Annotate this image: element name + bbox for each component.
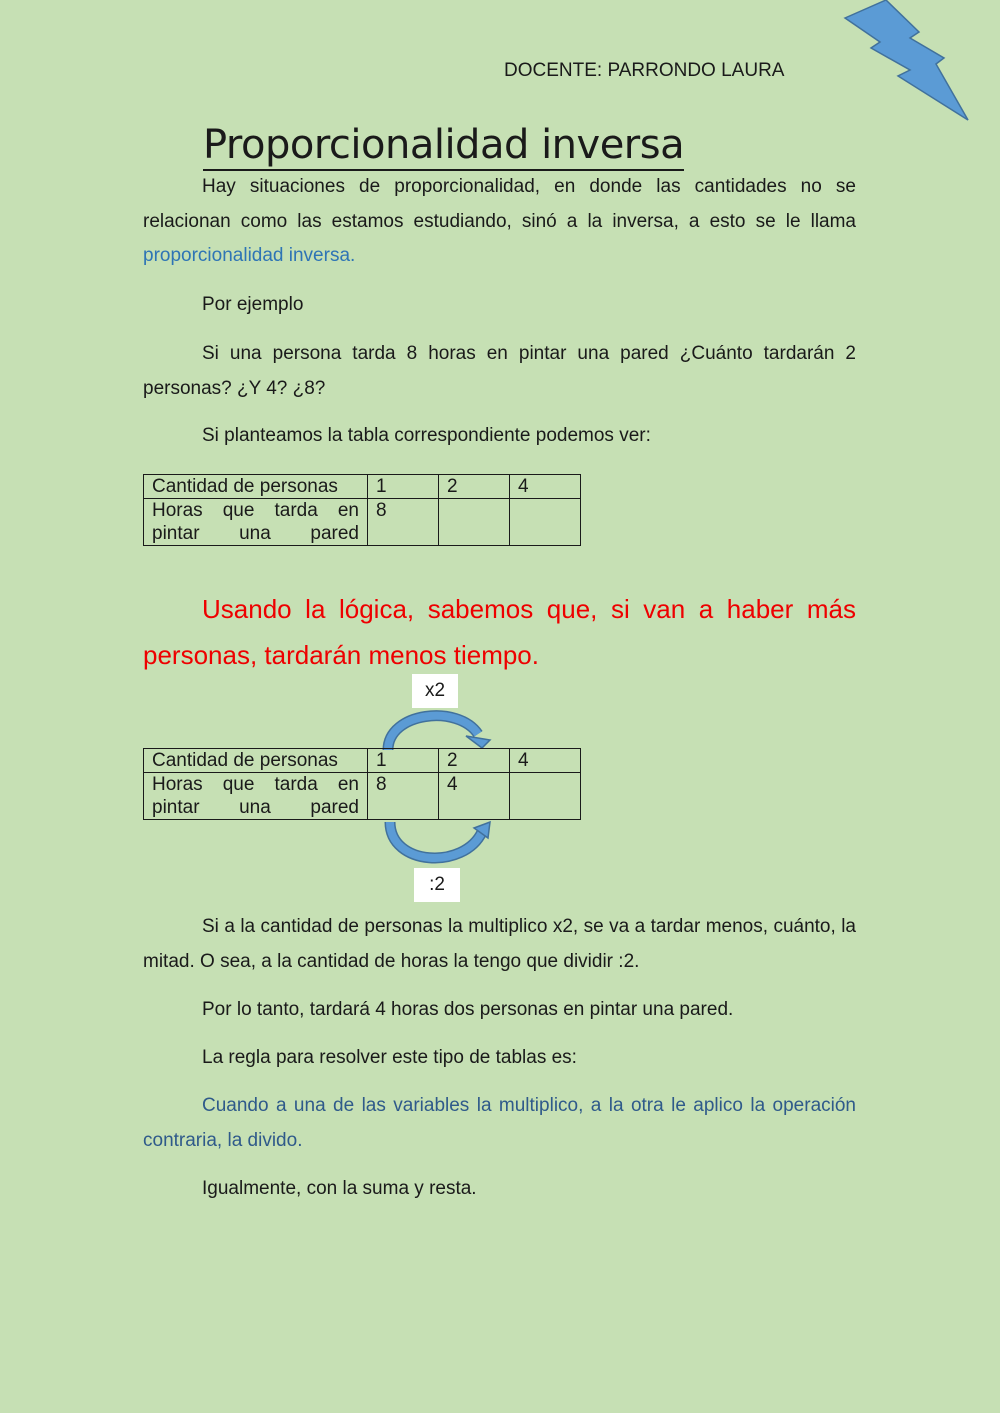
table-2 [143,748,581,820]
divide-label: :2 [414,868,460,902]
intro-paragraph [143,170,856,274]
table-cell [510,499,581,546]
rule-statement: Cuando a una de las variables la multiplico, a la otra le aplico la operación contraria, la divido. [143,1095,856,1151]
conclusion: Por lo tanto, tardará 4 horas dos personas en pintar una pared. [202,999,734,1020]
table-cell: 4 [439,773,510,820]
table-cell: 8 [368,499,439,546]
table-cell-text: Horas que tarda en pintar una pared [152,500,359,544]
table-1 [143,474,581,546]
intro-text: Hay situaciones de proporcionalidad, en donde las cantidades no se relacionan como las estamos estudiando, sinó a la inversa, a esto se le llama [143,176,856,232]
table-cell: Cantidad de personas [144,475,368,499]
table-cell: 8 [368,773,439,820]
table-row [144,475,581,499]
explanation-paragraph: Si a la cantidad de personas la multiplico x2, se va a tardar menos, cuánto, la mitad. O sea, a la cantidad de horas la tengo que dividir :2. [143,916,856,972]
closing-note: Igualmente, con la suma y resta. [202,1178,477,1199]
lightning-bolt-icon [840,0,975,128]
table-cell [439,499,510,546]
curved-arrow-bottom-icon [378,818,498,868]
example-label: Por ejemplo [202,294,304,315]
problem-paragraph: Si una persona tarda 8 horas en pintar una pared ¿Cuánto tardarán 2 personas? ¿Y 4? ¿8? [143,343,856,399]
table-row [144,499,581,546]
table-cell [144,499,368,546]
logic-statement: Usando la lógica, sabemos que, si van a haber más personas, tardarán menos tiempo. [143,594,856,670]
curved-arrow-right-icon [378,706,498,754]
table-cell: 2 [439,475,510,499]
table-cell: 1 [368,749,439,773]
table-cell: 4 [510,475,581,499]
table-cell: Cantidad de personas [144,749,368,773]
rule-intro: La regla para resolver este tipo de tablas es: [202,1047,577,1068]
page-title: Proporcionalidad inversa [203,121,684,171]
intro-highlight: proporcionalidad inversa. [143,245,356,266]
table-cell [510,773,581,820]
table-cell: 1 [368,475,439,499]
table-row [144,749,581,773]
teacher-name: DOCENTE: PARRONDO LAURA [504,60,785,81]
table-row [144,773,581,820]
table-cell: 4 [510,749,581,773]
table-cell: 2 [439,749,510,773]
table-cell [144,773,368,820]
table-cell-text: Horas que tarda en pintar una pared [152,774,359,818]
multiply-label: x2 [412,674,458,708]
table-intro: Si planteamos la tabla correspondiente podemos ver: [202,425,651,446]
